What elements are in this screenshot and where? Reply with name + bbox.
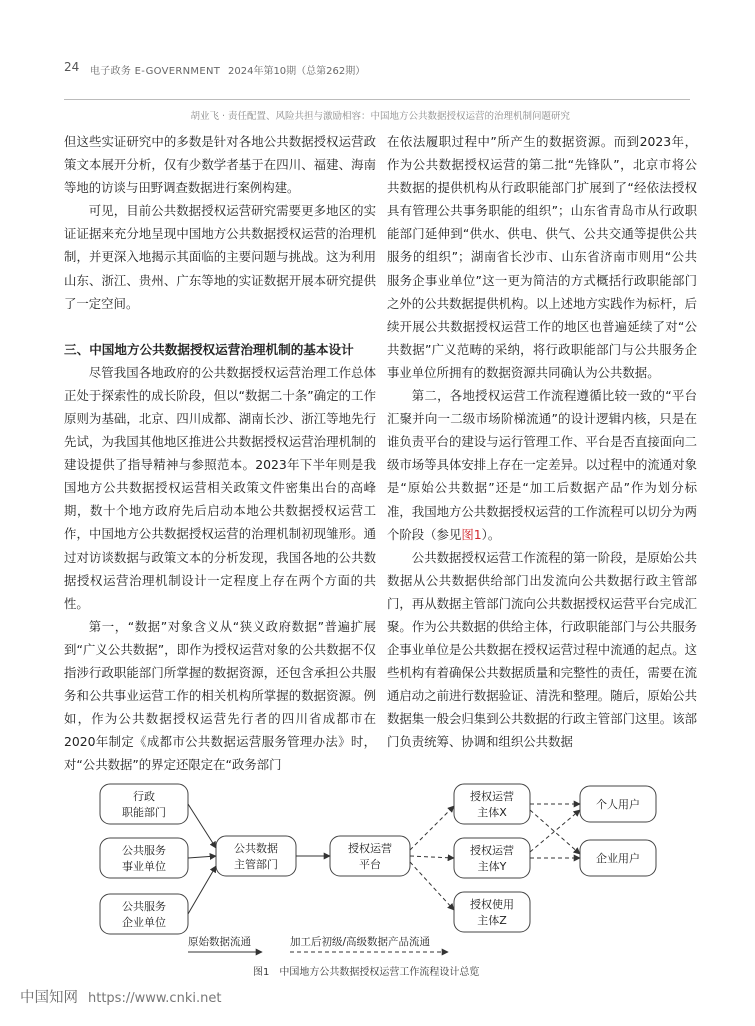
paragraph-2-text: 第二，各地授权运营工作流程遵循比较一致的“平台汇聚并向一二级市场阶梯流通”的设计逻辑内核，只是在谁负责平台的建设与运行管理工作、平台是否直接面向二级市场等具体安排上存在一定差异。以过程中的流通对象是“原始公共数据”还是“加工后数据产品”作为划分标准，我国地方公共数据授权运营的工作流程可以切分为两个阶段（参见	[387, 388, 697, 542]
arrow-service-to-authority	[188, 856, 216, 858]
arrow-platform-to-z	[410, 862, 454, 910]
node-data-authority-line1: 公共数据	[234, 842, 278, 855]
legend-raw-label: 原始数据流通	[188, 936, 251, 948]
arrow-admin-to-authority	[188, 804, 216, 848]
node-user-z-line2: 主体Z	[477, 914, 507, 927]
node-individual-user-label: 个人用户	[596, 798, 640, 811]
right-column	[387, 130, 697, 754]
journal-name: 电子政务 E-GOVERNMENT	[90, 66, 221, 77]
node-public-enterprise-line1: 公共服务	[122, 900, 166, 913]
arrow-platform-to-x	[410, 806, 454, 850]
legend-processed-label: 加工后初级/高级数据产品流通	[290, 936, 431, 948]
left-paragraph-4: 第一，“数据”对象含义从“狭义政府数据”普遍扩展到“广义公共数据”，即作为授权运营对象的公共数据不仅指涉行政职能部门所掌握的数据资源，还包含承担公共服务和公共事业运营工作的相关机构所掌握的数据资源。例如，作为公共数据授权运营先行者的四川省成都市在2020年制定《成都市公共数据运营服务管理办法》时，对“公共数据”的界定还限定在“政务部门	[64, 618, 376, 773]
footer-watermark	[20, 986, 221, 1007]
node-public-service-line1: 公共服务	[122, 844, 166, 857]
node-admin-dept-line2: 职能部门	[122, 806, 166, 819]
journal-issue: 2024年第10期（总第262期）	[228, 66, 366, 77]
cnki-url[interactable]: https://www.cnki.net	[88, 991, 222, 1006]
right-paragraph-2	[387, 384, 697, 546]
right-paragraph-3: 公共数据授权运营工作流程的第一阶段，是原始公共数据从公共数据供给部门出发流向公共数据行政主管部门，再从数据主管部门流向公共数据授权运营平台完成汇聚。作为公共数据的供给主体，行政职能部门与公共服务企事业单位是公共数据在授权运营过程中流通的起点。这些机构有着确保公共数据质量和完整性的责任，需要在流通启动之前进行数据验证、清洗和整理。随后，原始公共数据集一般会归集到公共数据的行政主管部门这里。该部门负责统筹、协调和组织公共数据	[387, 549, 697, 750]
node-enterprise-user-label: 企业用户	[596, 852, 640, 865]
node-platform-line2: 平台	[359, 858, 381, 871]
left-column	[64, 130, 376, 776]
left-paragraph-3: 尽管我国各地政府的公共数据授权运营治理工作总体正处于探索性的成长阶段，但以“数据二十条”确定的工作原则为基础，北京、四川成都、湖南长沙、浙江等地先行先试，为我国其他地区推进公共数据授权运营治理机制的建设提供了指导精神与参照范本。2023年下半年则是我国地方公共数据授权运营相关政策文件密集出台的高峰期，数十个地方政府先后启动本地公共数据授权运营工作，中国地方公共数据授权运营的治理机制初现雏形。通过对访谈数据与政策文本的分析发现，我国各地的公共数据授权运营治理机制设计一定程度上存在两个方面的共性。	[64, 364, 376, 611]
section-heading: 三、中国地方公共数据授权运营治理机制的基本设计	[64, 341, 354, 357]
node-operator-y-line1: 授权运营	[470, 844, 514, 857]
node-platform-line1: 授权运营	[348, 842, 392, 855]
paragraph-2-end: ）。	[481, 526, 501, 542]
node-user-z-line1: 授权使用	[470, 898, 514, 911]
arrow-platform-to-y	[410, 856, 454, 858]
right-paragraph-1: 在依法履职过程中”所产生的数据资源。而到2023年，作为公共数据授权运营的第二批“先锋队”，北京市将公共数据的提供机构从行政职能部门扩展到了“经依法授权具有管理公共事务职能的组织”；山东省青岛市从行政职能部门延伸到“供水、供电、供气、公共交通等提供公共服务的组织”；湖南省长沙市、山东省济南市则用“公共服务企事业单位”这一更为简洁的方式概括行政职能部门之外的公共数据提供机构。以上述地方实践作为标杆，后续开展公共数据授权运营工作的地区也普遍延续了对“公共数据”广义范畴的采纳，将行政职能部门与公共服务企事业单位所拥有的数据资源共同确认为公共数据。	[387, 134, 697, 380]
node-operator-y-line2: 主体Y	[477, 860, 507, 873]
header-rule	[64, 99, 690, 100]
node-public-service-line2: 事业单位	[122, 860, 166, 873]
left-paragraph-1: 但这些实证研究中的多数是针对各地公共数据授权运营政策文本展开分析，仅有少数学者基于在四川、福建、海南等地的访谈与田野调查数据进行案例构建。	[64, 134, 376, 196]
figure-1-link[interactable]: 图1	[461, 526, 482, 542]
arrow-enterprise-to-authority	[188, 866, 216, 914]
cnki-brand: 中国知网	[20, 990, 78, 1006]
arrow-x-to-enterprise	[530, 810, 580, 854]
node-operator-x-line2: 主体X	[477, 806, 507, 819]
running-title: 胡业飞 · 责任配置、风险共担与激励相容：中国地方公共数据授权运营的治理机制问题研究	[190, 111, 570, 122]
page-number: 24	[64, 60, 80, 74]
node-public-enterprise-line2: 企业单位	[122, 916, 166, 929]
node-data-authority-line2: 主管部门	[234, 858, 278, 871]
node-operator-x-line1: 授权运营	[470, 790, 514, 803]
left-paragraph-2: 可见，目前公共数据授权运营研究需要更多地区的实证证据来充分地呈现中国地方公共数据授权运营的治理机制，并更深入地揭示其面临的主要问题与挑战。这为利用山东、浙江、贵州、广东等地的实证数据开展本研究提供了一定空间。	[64, 203, 376, 311]
node-admin-dept-line1: 行政	[133, 790, 155, 803]
figure-caption: 图1 中国地方公共数据授权运营工作流程设计总览	[253, 967, 480, 978]
